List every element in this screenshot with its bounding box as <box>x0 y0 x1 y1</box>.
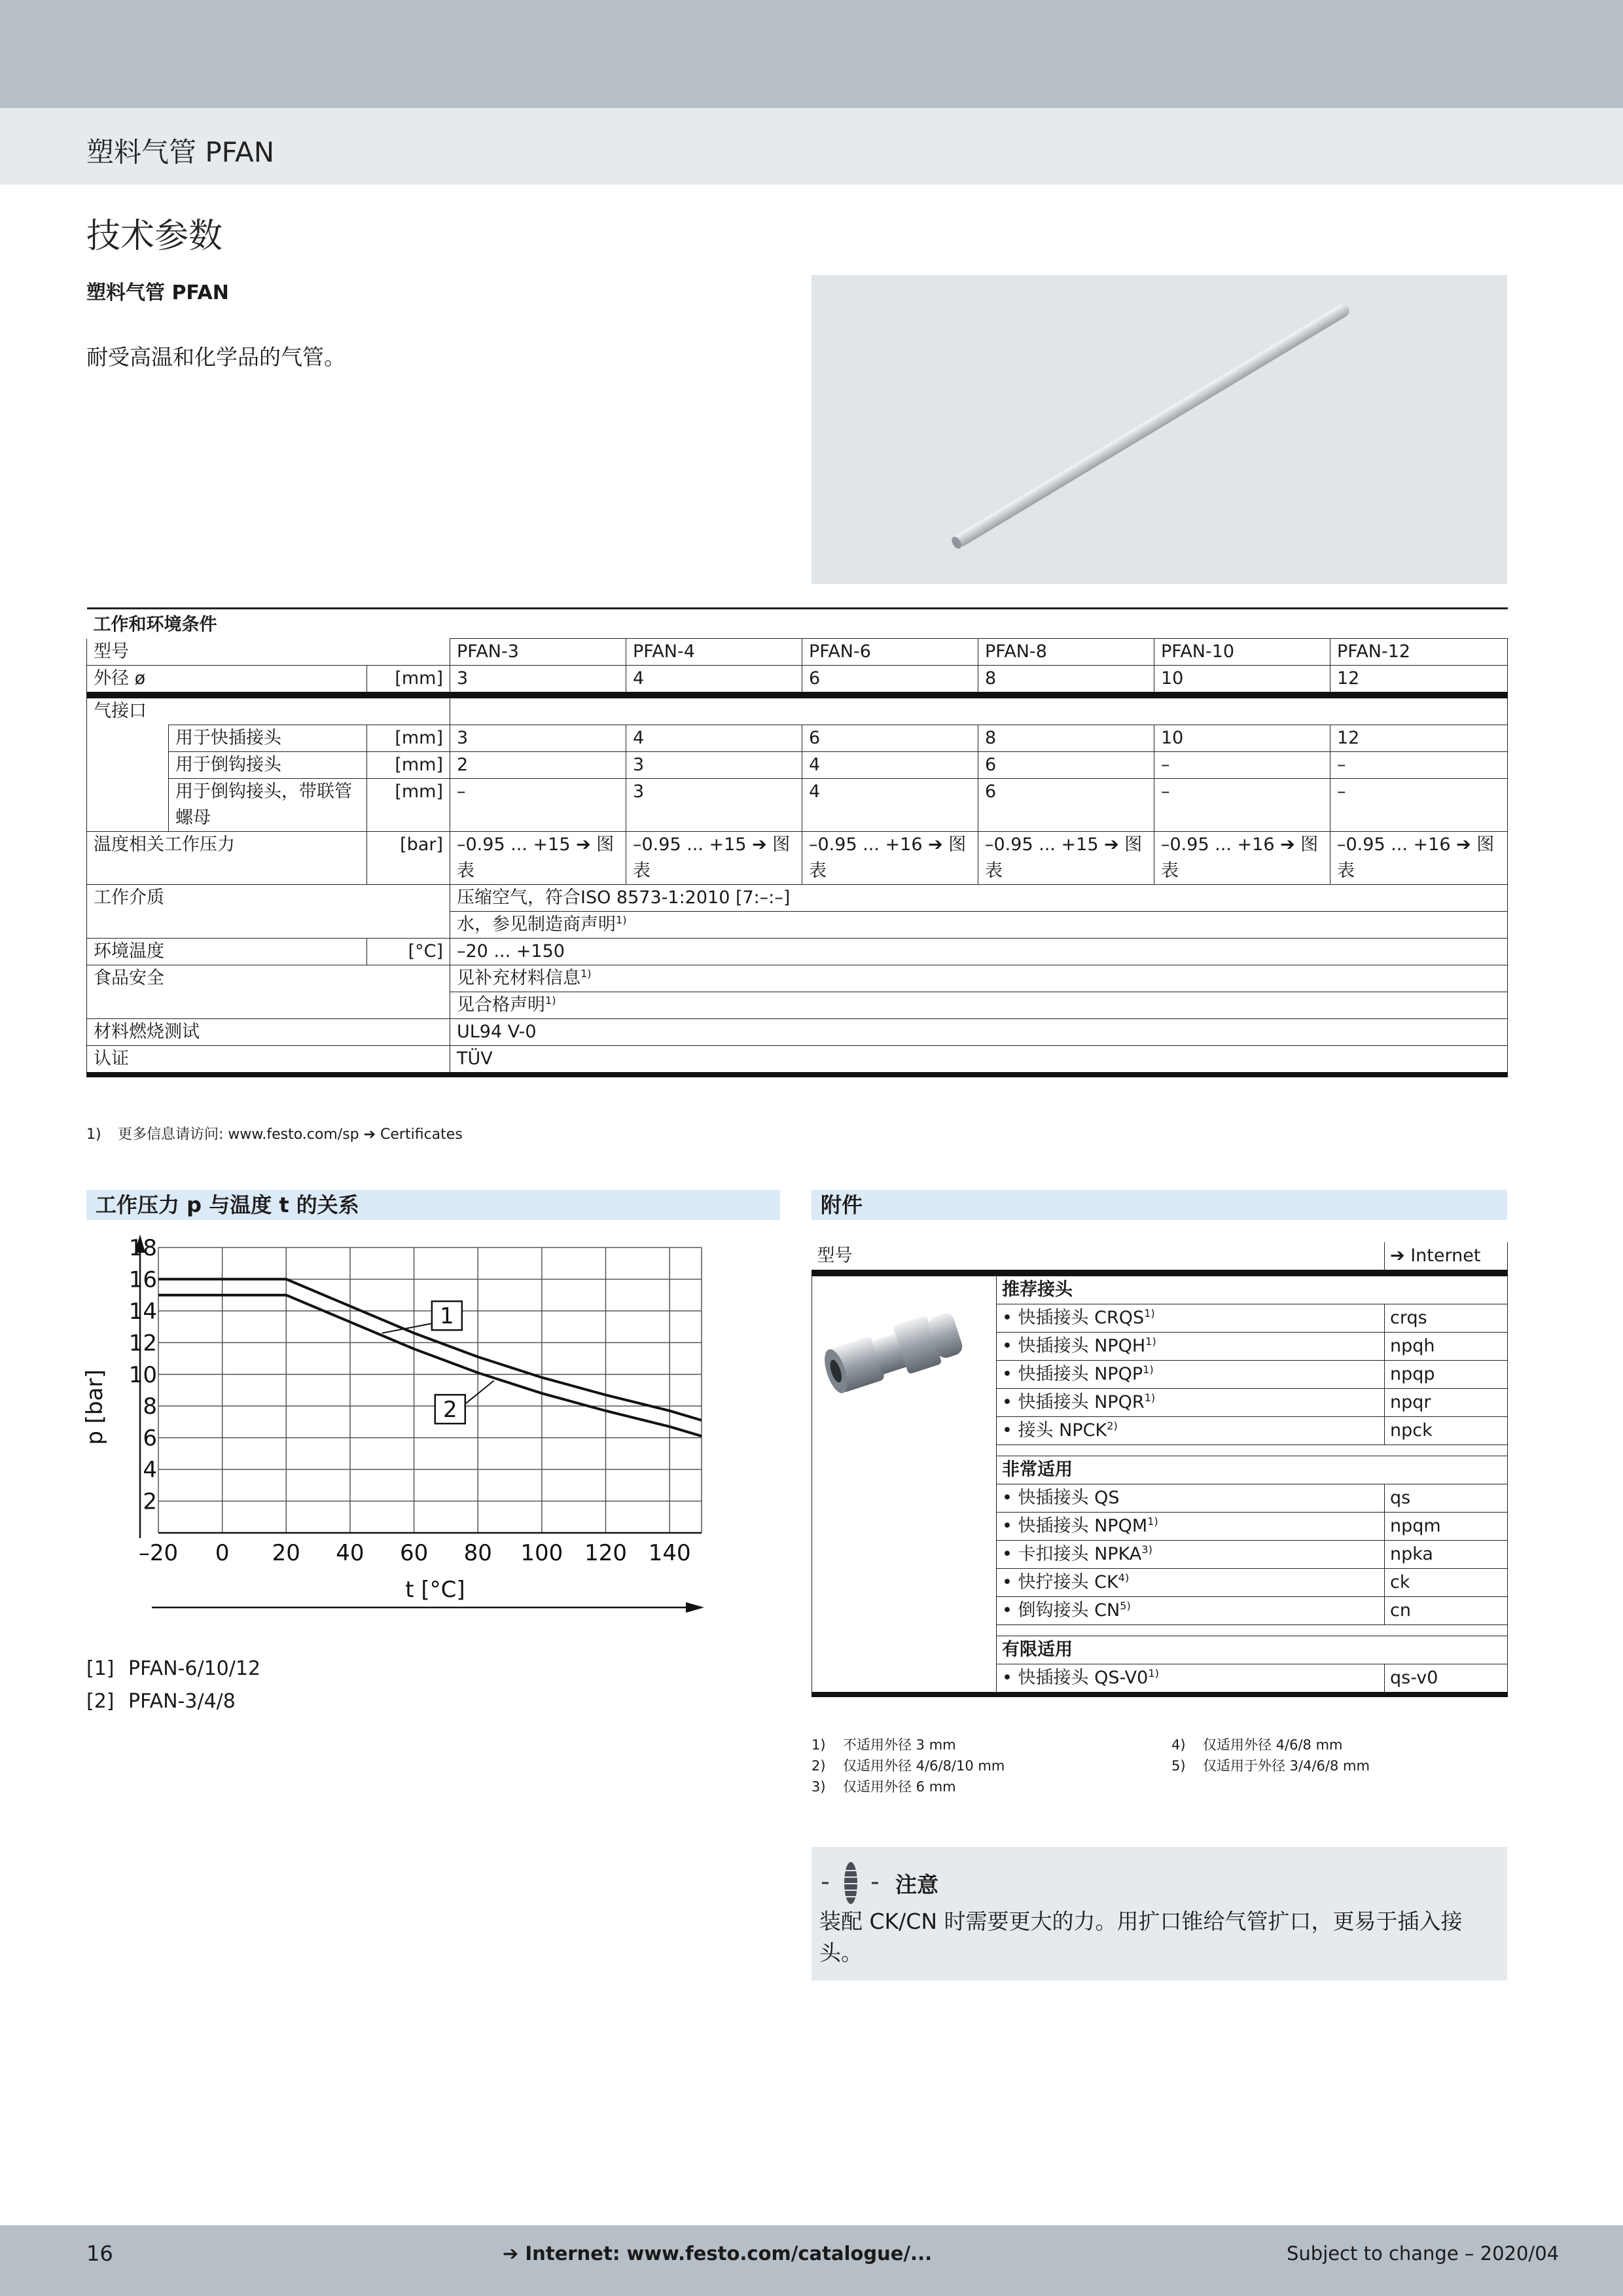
unit: [mm] <box>367 666 450 696</box>
item-text: 快插接头 QS-V0 <box>1018 1668 1149 1688</box>
notice-box <box>812 1847 1507 1981</box>
row-label: 用于倒钩接头，带联管螺母 <box>169 779 367 832</box>
chart-section-title: 工作压力 p 与温度 t 的关系 <box>86 1190 780 1220</box>
cell: 10 <box>1154 725 1330 752</box>
cell: 6 <box>978 752 1154 779</box>
unit: [mm] <box>367 752 450 779</box>
cell: –0.95 ... +16 ➔ 图表 <box>1154 832 1330 885</box>
cell <box>450 965 1508 992</box>
callout-label: 2 <box>442 1397 457 1424</box>
x-tick-label: 40 <box>336 1540 365 1566</box>
item-name: • 快插接头 QS <box>997 1484 1385 1513</box>
internet-link[interactable]: ➔ Internet <box>1385 1242 1508 1273</box>
item-text: 快插接头 QS <box>1018 1488 1120 1508</box>
item-code[interactable]: qs <box>1385 1484 1508 1513</box>
item-name: • 卡扣接头 NPKA$^{3)}$ <box>997 1541 1385 1569</box>
item-text: 快插接头 CRQS <box>1018 1308 1145 1328</box>
product-photo <box>812 275 1507 584</box>
group-title: 推荐接头 <box>997 1273 1508 1304</box>
footnote-ref: 4) <box>1118 1571 1130 1584</box>
cell: 6 <box>802 666 978 696</box>
legend-text: PFAN-6/10/12 <box>128 1657 261 1680</box>
cell: –0.95 ... +15 ➔ 图表 <box>450 832 626 885</box>
footnote-number: 4) <box>1171 1737 1186 1753</box>
item-text: 快插接头 NPQR <box>1018 1392 1145 1412</box>
table-row <box>87 1046 1508 1075</box>
table-row <box>87 832 1508 885</box>
footnote-text: 更多信息请访问: www.festo.com/sp ➔ Certificates <box>118 1126 463 1143</box>
item-name: • 快插接头 NPQR$^{1)}$ <box>997 1389 1385 1417</box>
footnote-ref: 5) <box>1120 1600 1131 1612</box>
fitting-image <box>817 1283 974 1414</box>
footnotes-right <box>1171 1734 1499 1776</box>
cell: – <box>1154 752 1330 779</box>
y-tick-label: 16 <box>128 1266 157 1293</box>
cell: –0.95 ... +16 ➔ 图表 <box>1330 832 1508 885</box>
indent-cell <box>87 752 169 779</box>
footnote-number: 3) <box>812 1779 826 1795</box>
cell: 3 <box>450 666 626 696</box>
footnote-number: 1) <box>86 1126 101 1143</box>
intro-text: 耐受高温和化学品的气管。 <box>86 344 346 370</box>
accessories-table <box>812 1242 1508 1697</box>
accessories-footnotes <box>812 1734 1507 1797</box>
item-name: • 倒钩接头 CN$^{5)}$ <box>997 1597 1385 1625</box>
footnote-number: 2) <box>812 1758 826 1774</box>
change-notice: Subject to change – 2020/04 <box>1287 2242 1560 2265</box>
cell: –0.95 ... +16 ➔ 图表 <box>802 832 978 885</box>
callout-label: 1 <box>440 1303 454 1330</box>
footnote-ref: 3) <box>1141 1543 1152 1556</box>
row-label: 用于快插接头 <box>169 725 367 752</box>
spacer <box>997 1625 1508 1636</box>
top-band <box>0 0 1623 108</box>
x-tick-label: 20 <box>272 1540 300 1566</box>
series-line-1 <box>158 1279 702 1420</box>
footnote-number: 5) <box>1171 1758 1186 1774</box>
page-number: 16 <box>86 2241 113 2266</box>
footnote <box>812 1776 1171 1797</box>
footnote-ref: 1) <box>1144 1391 1156 1404</box>
type-label: 型号 <box>87 639 450 666</box>
footnote-ref: 1) <box>545 994 556 1007</box>
x-tick-label: –20 <box>138 1540 179 1566</box>
table-row <box>87 965 1508 992</box>
item-code[interactable]: npka <box>1385 1541 1508 1569</box>
cell: 6 <box>978 779 1154 832</box>
unit: [mm] <box>367 725 450 752</box>
cell: –0.95 ... +15 ➔ 图表 <box>978 832 1154 885</box>
x-tick-label: 0 <box>215 1540 230 1566</box>
chart-legend <box>86 1653 260 1718</box>
item-code[interactable]: cn <box>1385 1597 1508 1625</box>
table-row <box>87 779 1508 832</box>
model-header: PFAN-8 <box>978 639 1154 666</box>
item-name: • 快插接头 NPQH$^{1)}$ <box>997 1333 1385 1361</box>
item-name: • 快插接头 NPQM$^{1)}$ <box>997 1513 1385 1541</box>
y-tick-label: 2 <box>143 1488 157 1515</box>
cell <box>450 992 1508 1019</box>
table-row <box>87 666 1508 696</box>
table-caption: 工作和环境条件 <box>87 609 1508 639</box>
y-axis-label: p [bar] <box>82 1369 108 1445</box>
catalogue-link[interactable]: ➔ Internet: www.festo.com/catalogue/... <box>503 2242 933 2265</box>
footnote-text: 仅适用外径 4/6/8/10 mm <box>843 1758 1005 1774</box>
cell: 4 <box>626 666 802 696</box>
model-header: PFAN-12 <box>1330 639 1508 666</box>
y-tick-label: 4 <box>143 1457 157 1484</box>
y-tick-label: 8 <box>143 1393 157 1420</box>
cell: 10 <box>1154 666 1330 696</box>
model-header: PFAN-4 <box>626 639 802 666</box>
unit: [mm] <box>367 779 450 832</box>
y-tick-label: 12 <box>128 1330 157 1357</box>
table-row <box>87 1019 1508 1046</box>
row-label: 外径 ø <box>87 666 367 696</box>
x-tick-label: 60 <box>399 1540 429 1566</box>
item-name: • 快插接头 CRQS$^{1)}$ <box>997 1304 1385 1333</box>
footnote-ref: 1) <box>580 967 592 980</box>
x-axis-label: t [°C] <box>405 1577 465 1603</box>
table-row <box>87 939 1508 965</box>
spacer <box>997 1445 1508 1456</box>
item-name: • 接头 NPCK$^{2)}$ <box>997 1417 1385 1445</box>
indent-cell <box>87 725 169 752</box>
callout-leader <box>382 1323 432 1333</box>
cell: 8 <box>978 725 1154 752</box>
item-code[interactable]: npqp <box>1385 1361 1508 1389</box>
footnote <box>1171 1755 1499 1776</box>
footnote-text: 仅适用外径 6 mm <box>843 1779 956 1795</box>
table-row <box>87 885 1508 912</box>
indent-cell <box>87 779 169 832</box>
group-title: 非常适用 <box>997 1456 1508 1484</box>
cell: TÜV <box>450 1046 1508 1075</box>
item-code[interactable]: npqr <box>1385 1389 1508 1417</box>
cell: 3 <box>626 779 802 832</box>
cell: – <box>1154 779 1330 832</box>
cell: UL94 V-0 <box>450 1019 1508 1046</box>
footnote-ref: 2) <box>1107 1420 1118 1432</box>
item-text: 快插接头 NPQH <box>1018 1336 1146 1356</box>
group-title: 有限适用 <box>997 1636 1508 1664</box>
cell-text: 见补充材料信息 <box>457 968 580 988</box>
cell: 12 <box>1330 725 1508 752</box>
info-icon <box>818 1860 883 1906</box>
legend-item <box>86 1653 260 1685</box>
footnote <box>86 1123 463 1143</box>
cell: 3 <box>450 725 626 752</box>
tube-image <box>812 275 1507 584</box>
cell: 6 <box>802 725 978 752</box>
x-axis-arrowhead <box>686 1602 704 1613</box>
cell: 12 <box>1330 666 1508 696</box>
footnote-number: 1) <box>812 1737 826 1753</box>
row-label: 食品安全 <box>87 965 450 1019</box>
x-tick-label: 80 <box>463 1540 492 1566</box>
footnote-ref: 1) <box>1145 1335 1156 1348</box>
y-tick-label: 14 <box>128 1298 157 1325</box>
section-title: 技术参数 <box>86 217 223 256</box>
cell: –20 ... +150 <box>450 939 1508 965</box>
cell: – <box>1330 752 1508 779</box>
cell <box>450 695 1508 725</box>
row-label: 工作介质 <box>87 885 450 939</box>
legend-number: [1] <box>86 1657 115 1680</box>
cell: 4 <box>802 779 978 832</box>
legend-number: [2] <box>86 1690 115 1713</box>
type-label: 型号 <box>812 1242 1385 1273</box>
cell: 8 <box>978 666 1154 696</box>
cell: 4 <box>802 752 978 779</box>
callout-leader <box>465 1380 494 1404</box>
cell <box>450 912 1508 939</box>
cell: – <box>1330 779 1508 832</box>
unit: [bar] <box>367 832 450 885</box>
accessories-title: 附件 <box>812 1190 1507 1220</box>
row-label: 环境温度 <box>87 939 367 965</box>
item-text: 倒钩接头 CN <box>1018 1600 1120 1621</box>
item-code[interactable]: qs-v0 <box>1385 1664 1508 1695</box>
table-row <box>87 725 1508 752</box>
item-text: 快插接头 NPQP <box>1018 1364 1143 1384</box>
item-code[interactable]: crqs <box>1385 1304 1508 1333</box>
footnote-ref: 1) <box>1144 1307 1155 1319</box>
notice-text: 装配 CK/CN 时需要更大的力。用扩口锥给气管扩口，更易于插入接头。 <box>819 1909 1463 1965</box>
footnote <box>812 1734 1171 1755</box>
item-name: • 快插接头 QS-V0$^{1)}$ <box>997 1664 1385 1695</box>
model-header: PFAN-10 <box>1154 639 1330 666</box>
item-text: 快插接头 NPQM <box>1018 1516 1148 1536</box>
product-subtitle: 塑料气管 PFAN <box>86 281 229 304</box>
item-text: 接头 NPCK <box>1018 1420 1107 1441</box>
table-row <box>87 752 1508 779</box>
row-label: 气接口 <box>87 695 450 725</box>
footnote-text: 仅适用外径 4/6/8 mm <box>1203 1737 1343 1753</box>
item-text: 卡扣接头 NPKA <box>1018 1544 1142 1564</box>
item-name: • 快拧接头 CK$^{4)}$ <box>997 1569 1385 1597</box>
item-code[interactable]: npqh <box>1385 1333 1508 1361</box>
x-tick-label: 140 <box>648 1540 691 1566</box>
cell: 3 <box>626 752 802 779</box>
cell: 2 <box>450 752 626 779</box>
item-name: • 快插接头 NPQP$^{1)}$ <box>997 1361 1385 1389</box>
fitting-image-cell <box>812 1273 997 1695</box>
legend-item <box>86 1685 260 1718</box>
y-tick-label: 6 <box>143 1425 157 1452</box>
cell: – <box>450 779 626 832</box>
footnote <box>1171 1734 1499 1755</box>
footnote-ref: 1) <box>1147 1515 1158 1528</box>
y-tick-label: 10 <box>128 1361 157 1388</box>
item-text: 快拧接头 CK <box>1018 1572 1118 1592</box>
footnote <box>812 1755 1171 1776</box>
table-row <box>87 695 1508 725</box>
notice-title: 注意 <box>895 1872 938 1897</box>
chart-svg <box>79 1230 785 1623</box>
footnote-ref: 1) <box>1143 1363 1154 1376</box>
row-label: 用于倒钩接头 <box>169 752 367 779</box>
conditions-table <box>86 607 1508 1077</box>
row-label: 认证 <box>87 1046 450 1075</box>
footnote-ref: 1) <box>1148 1667 1159 1679</box>
legend-text: PFAN-3/4/8 <box>128 1690 236 1713</box>
series-line-2 <box>158 1295 702 1437</box>
product-title: 塑料气管 PFAN <box>86 136 275 168</box>
model-header: PFAN-6 <box>802 639 978 666</box>
unit: [°C] <box>367 939 450 965</box>
pressure-temperature-chart <box>79 1230 785 1623</box>
cell: 压缩空气，符合ISO 8573-1:2010 [7:–:–] <box>450 885 1508 912</box>
footnote-text: 不适用外径 3 mm <box>843 1737 956 1753</box>
cell: 4 <box>626 725 802 752</box>
item-code[interactable]: ck <box>1385 1569 1508 1597</box>
x-tick-label: 120 <box>584 1540 627 1566</box>
item-code[interactable]: npqm <box>1385 1513 1508 1541</box>
cell-text: 见合格声明 <box>457 995 545 1015</box>
footnotes-left <box>812 1734 1171 1797</box>
row-label: 材料燃烧测试 <box>87 1019 450 1046</box>
row-label: 温度相关工作压力 <box>87 832 367 885</box>
item-code[interactable]: npck <box>1385 1417 1508 1445</box>
x-tick-label: 100 <box>520 1540 563 1566</box>
cell-text: 水，参见制造商声明 <box>457 914 616 935</box>
y-tick-label: 18 <box>128 1235 157 1261</box>
footnote-ref: 1) <box>616 914 627 926</box>
footnote-text: 仅适用于外径 3/4/6/8 mm <box>1203 1758 1370 1774</box>
cell: –0.95 ... +15 ➔ 图表 <box>626 832 802 885</box>
model-header: PFAN-3 <box>450 639 626 666</box>
